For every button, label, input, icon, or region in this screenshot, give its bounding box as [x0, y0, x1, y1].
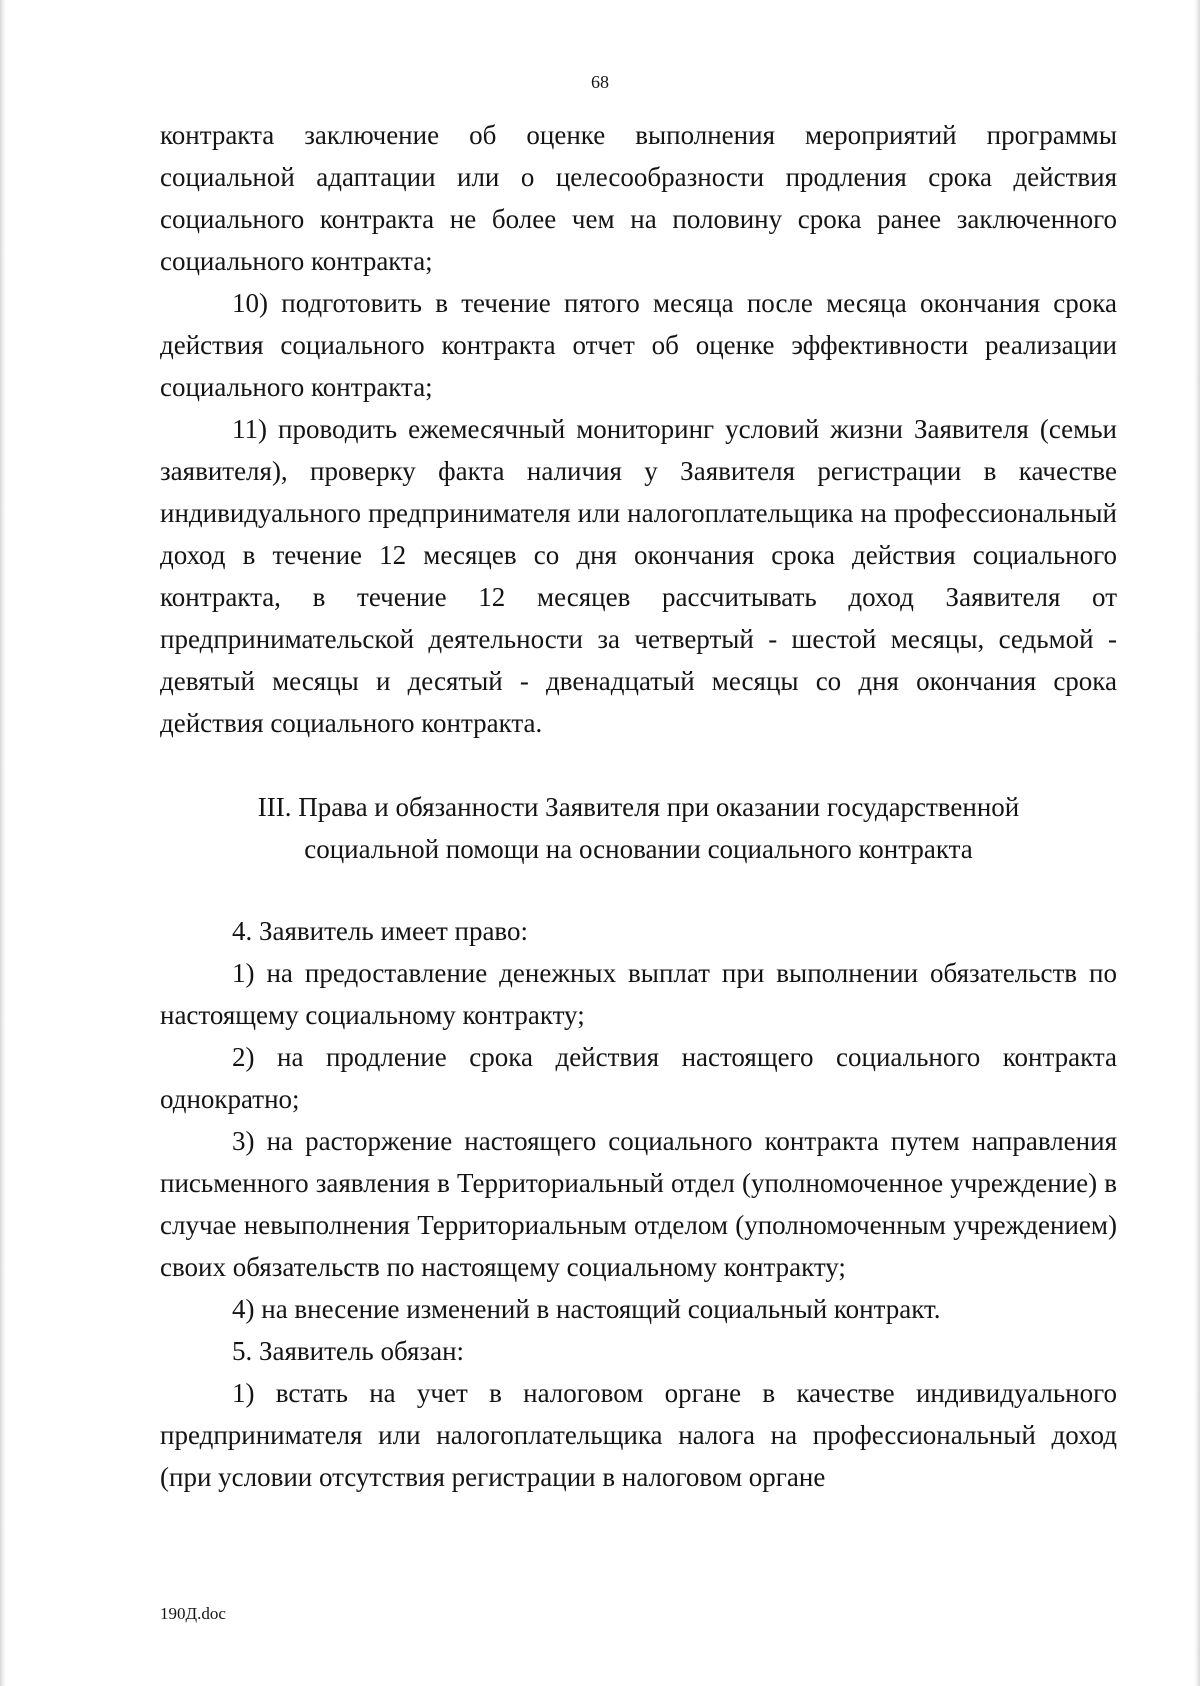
section-heading: III. Права и обязанности Заявителя при оказании государственной социальной помощи на основании социального контракта: [257, 792, 1020, 864]
file-name-footer: 190Д.doc: [160, 1604, 226, 1623]
paragraph: 11) проводить ежемесячный мониторинг условий жизни Заявителя (семьи заявителя), проверку факта наличия у Заявителя регистрации в качестве индивидуального предпринимателя или налогоплательщика на профессиональный доход в течение 12 месяцев со дня окончания срока действия социального контракта, в течение 12 месяцев рассчитывать доход Заявителя от предпринимательской деятельности за четвертый - шестой месяцы, седьмой - девятый месяцы и десятый - двенадцатый месяцы со дня окончания срока действия социального контракта.: [160, 414, 1117, 738]
scan-edge-left: [0, 0, 6, 1686]
paragraph: 2) на продление срока действия настоящего социального контракта однократно;: [160, 1042, 1117, 1114]
scan-edge-right: [1194, 0, 1200, 1686]
paragraph: 1) на предоставление денежных выплат при выполнении обязательств по настоящему социальному контракту;: [160, 958, 1117, 1030]
paragraph: 5. Заявитель обязан:: [232, 1336, 465, 1366]
document-body: [160, 114, 1117, 1498]
page-number: 68: [591, 72, 609, 92]
paragraph: контракта заключение об оценке выполнения мероприятий программы социальной адаптации или о целесообразности продления срока действия социального контракта не более чем на половину срока ранее заключенного социального контракта;: [160, 120, 1117, 276]
paragraph: 1) встать на учет в налоговом органе в качестве индивидуального предпринимателя или налогоплательщика налога на профессиональный доход (при условии отсутствия регистрации в налоговом органе: [160, 1378, 1117, 1492]
paragraph: 4. Заявитель имеет право:: [232, 916, 528, 946]
paragraph: 4) на внесение изменений в настоящий социальный контракт.: [232, 1294, 941, 1324]
paragraph: 3) на расторжение настоящего социального контракта путем направления письменного заявления в Территориальный отдел (уполномоченное учреждение) в случае невыполнения Территориальным отделом (уполномоченным учреждением) своих обязательств по настоящему социальному контракту;: [160, 1126, 1117, 1282]
paragraph: 10) подготовить в течение пятого месяца после месяца окончания срока действия социального контракта отчет об оценке эффективности реализации социального контракта;: [160, 288, 1117, 402]
